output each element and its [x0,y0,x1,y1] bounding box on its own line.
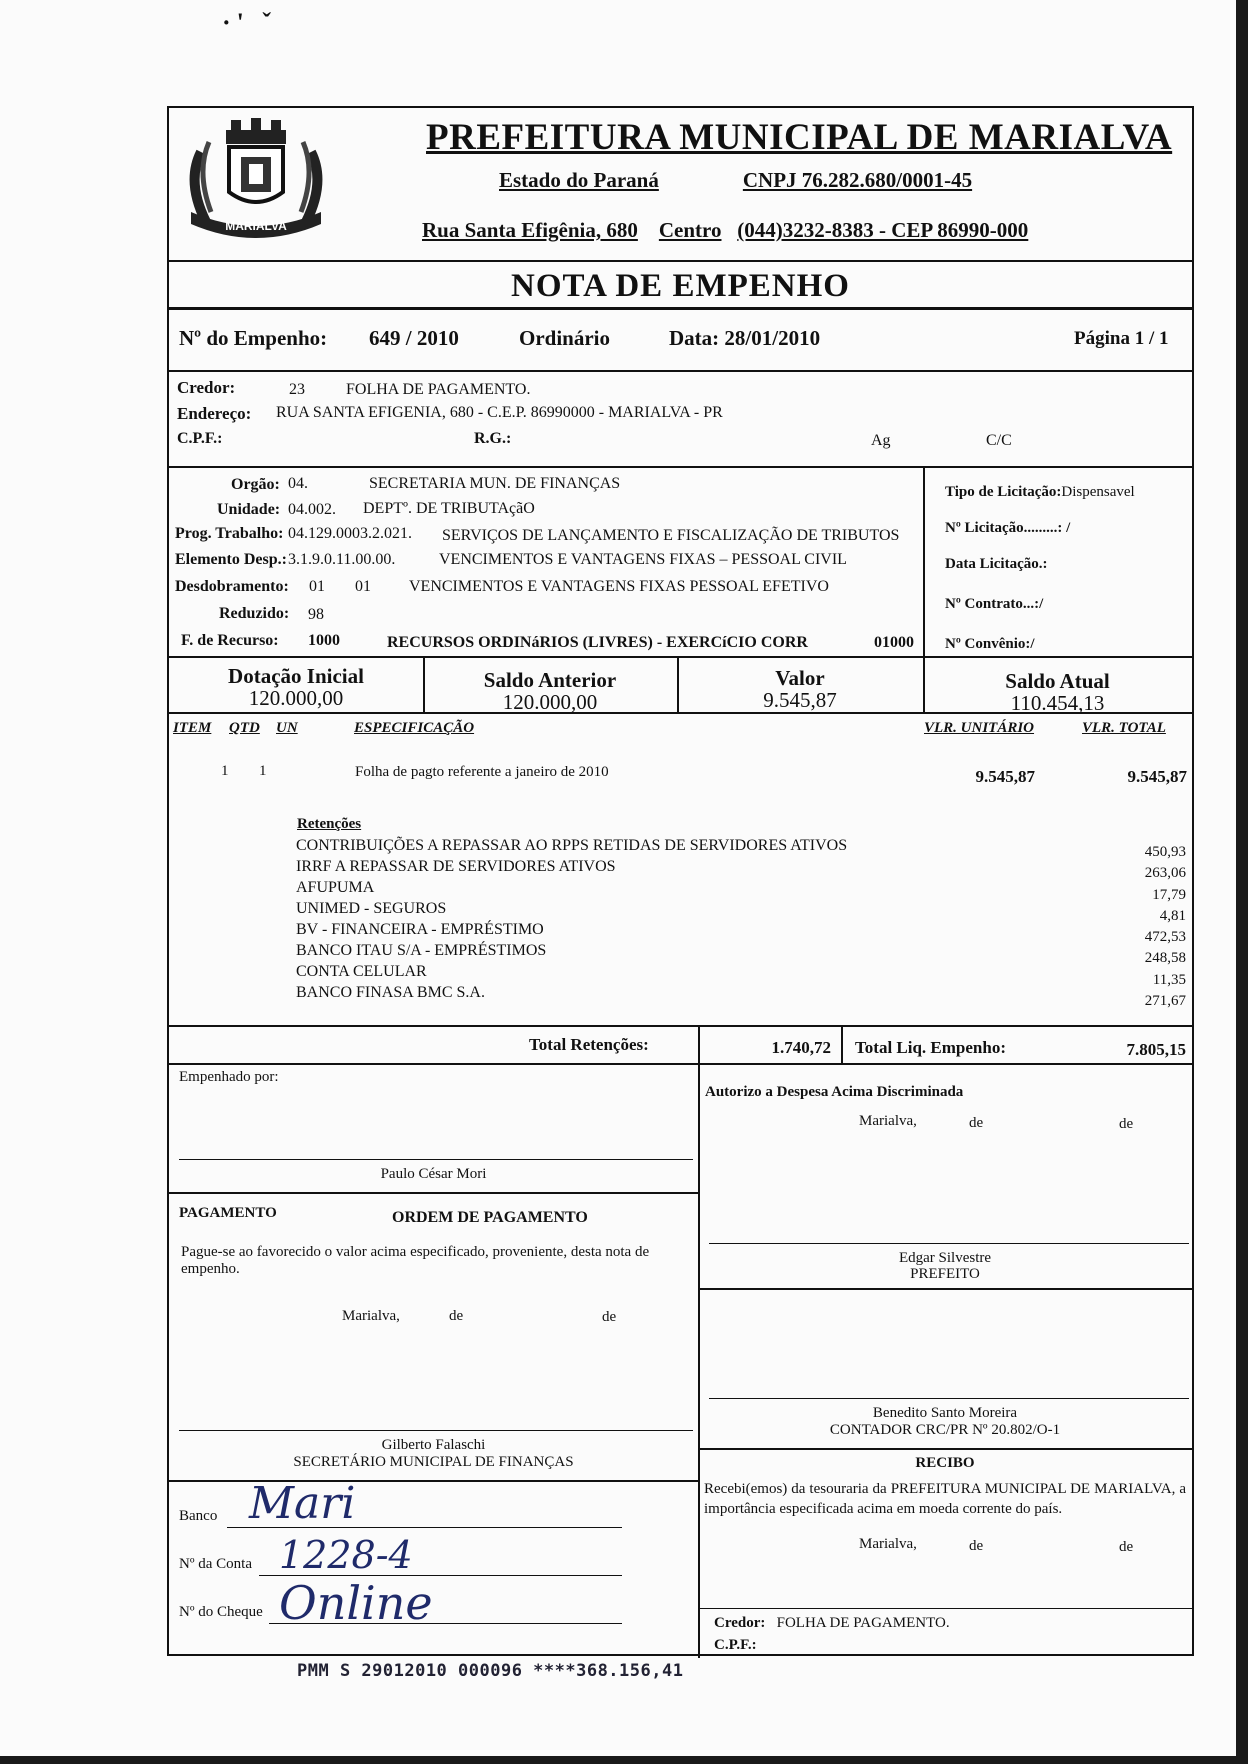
crest-banner-text: MARIALVA [225,219,287,233]
item-especificacao: Folha de pagto referente a janeiro de 2010 [355,764,609,780]
cc-label: C/C [986,432,1012,449]
empenho-type: Ordinário [519,326,611,350]
recibo-label: RECIBO [915,1455,975,1471]
divider [698,1063,700,1658]
desdobramento-label: Desdobramento: [175,578,289,595]
credor-label: Credor: [177,378,236,397]
street-label: Rua Santa Efigênia, 680 [422,218,638,242]
retencao-desc: CONTRIBUIÇÕES A REPASSAR AO RPPS RETIDAS DE SERVIDORES ATIVOS [296,837,848,854]
scan-edge [1236,0,1248,1764]
ordem-de-2: de [602,1309,617,1325]
dotacao-value: 120.000,00 [248,686,344,710]
signature-line [179,1430,693,1431]
reduzido-label: Reduzido: [219,605,290,622]
retencao-value: 4,81 [1159,907,1186,924]
document-title: NOTA DE EMPENHO [511,268,850,304]
state-label: Estado do Paraná [499,168,659,192]
recurso-code-2: 01000 [874,634,914,651]
cnpj-label: CNPJ 76.282.680/0001-45 [742,168,973,192]
conta-label: Nº da Conta [179,1556,252,1572]
item-vlr-unitario: 9.545,87 [975,767,1035,786]
col-vlr-unitario: VLR. UNITÁRIO [924,720,1035,736]
recurso-name: RECURSOS ORDINáRIOS (LIVRES) - EXERCíCIO CORR [387,634,808,651]
divider [841,1025,843,1063]
recibo-place: Marialva, [859,1536,917,1552]
col-item: ITEM [173,720,212,736]
orgao-code: 04. [288,475,308,492]
prefeito-signature [698,1250,1192,1282]
ordem-place: Marialva, [342,1308,400,1324]
retencao-value: 271,67 [1144,993,1186,1010]
secretario-signature [169,1437,698,1471]
total-liquido-value: 7.805,15 [1126,1040,1186,1059]
total-retencoes-value: 1.740,72 [771,1038,831,1057]
retencao-desc: IRRF A REPASSAR DE SERVIDORES ATIVOS [296,858,616,875]
retencao-desc: CONTA CELULAR [296,963,427,980]
retencao-value: 263,06 [1144,865,1186,882]
saldo-atual-label: Saldo Atual [1005,669,1110,693]
total-retencoes-label: Total Retenções: [529,1035,649,1054]
divider [169,1025,1192,1027]
retencoes-values [1069,842,1186,1012]
elemento-name: VENCIMENTOS E VANTAGENS FIXAS – PESSOAL CIVIL [439,551,847,568]
divider [698,1288,1192,1290]
unidade-label: Unidade: [217,501,281,518]
cheque-handwritten: Online [279,1576,433,1630]
divider [169,260,1192,262]
retencao-value: 450,93 [1144,844,1186,860]
tipo-licitacao-label: Tipo de Licitação: [945,484,1062,500]
credor-name: FOLHA DE PAGAMENTO. [346,381,531,398]
elemento-label: Elemento Desp.: [175,551,287,568]
signature-line [698,1608,1192,1609]
total-liquido-label: Total Liq. Empenho: [855,1038,1006,1057]
retencao-value: 248,58 [1144,950,1186,967]
saldo-atual-value: 110.454,13 [1010,691,1105,715]
retencao-desc: UNIMED - SEGUROS [296,900,447,917]
district-label: Centro [658,218,722,242]
item-vlr-total: 9.545,87 [1127,767,1187,786]
signature-line [179,1159,693,1160]
convenio-number: Nº Convênio:/ [945,636,1035,652]
retencao-value: 472,53 [1144,929,1186,946]
elemento-code: 3.1.9.0.11.00.00. [288,551,396,568]
saldo-anterior-label: Saldo Anterior [483,668,617,692]
cheque-label: Nº do Cheque [179,1604,263,1620]
empenhado-name: Paulo César Mori [380,1166,487,1182]
divider [169,712,1192,714]
signature-line [709,1398,1189,1399]
empenhado-label: Empenhado por: [179,1069,279,1085]
retencao-desc: BV - FINANCEIRA - EMPRÉSTIMO [296,921,544,938]
desdobramento-name: VENCIMENTOS E VANTAGENS FIXAS PESSOAL EFETIVO [409,578,829,595]
col-especificacao: ESPECIFICAÇÃO [354,720,475,736]
empenho-number-label: Nº do Empenho: [179,326,328,350]
secretario-name: Gilberto Falaschi [381,1437,486,1453]
pagamento-label: PAGAMENTO [179,1205,277,1221]
item-number: 1 [221,763,229,779]
dotacao-label: Dotação Inicial [228,664,364,688]
divider [169,1063,1192,1065]
page-number: Página 1 / 1 [1074,328,1169,349]
contador-role: CONTADOR CRC/PR Nº 20.802/O-1 [829,1422,1061,1438]
cpf-label: C.P.F.: [177,430,223,447]
recibo-credor [714,1615,950,1632]
phone-cep-label: (044)3232-8383 - CEP 86990-000 [737,218,1029,242]
recurso-label: F. de Recurso: [181,632,279,649]
autorizo-text: Autorizo a Despesa Acima Discriminada [705,1084,964,1100]
address-label: Endereço: [177,404,252,423]
divider [169,307,1192,310]
conta-handwritten: 1228-4 [279,1533,413,1577]
orgao-name: SECRETARIA MUN. DE FINANÇAS [369,475,621,492]
retencao-desc: BANCO FINASA BMC S.A. [296,984,485,1001]
empenho-number: 649 / 2010 [369,326,459,350]
divider [169,370,1192,372]
crest-emblem [181,112,331,242]
licitacao-number: Nº Licitação.........: / [945,520,1071,536]
ordem-de-1: de [449,1308,464,1324]
autorizo-de-1: de [969,1115,984,1131]
retencao-value: 17,79 [1152,886,1186,903]
prog-name: SERVIÇOS DE LANÇAMENTO E FISCALIZAÇÃO DE TRIBUTOS [442,527,900,544]
desdobramento-code-1: 01 [309,578,325,595]
autorizo-de-2: de [1119,1116,1134,1132]
unidade-code: 04.002. [288,501,336,518]
recibo-credor-label: Credor: [714,1615,766,1631]
saldo-anterior-value: 120.000,00 [502,690,598,714]
contrato-number: Nº Contrato...:/ [945,596,1044,612]
tipo-licitacao-value: Dispensavel [1061,484,1135,500]
orgao-label: Orgão: [231,476,280,493]
scan-edge-bottom [0,1756,1248,1764]
nota-de-empenho-form [167,106,1194,1656]
retencao-value: 11,35 [1152,971,1186,988]
prog-code: 04.129.0003.2.021. [288,525,412,542]
col-vlr-total: VLR. TOTAL [1082,720,1166,736]
reduzido-value: 98 [308,606,324,623]
retencoes-title: Retenções [297,816,362,832]
unidade-name: DEPTº. DE TRIBUTAçãO [363,500,535,517]
signature-line [709,1243,1189,1244]
contador-name: Benedito Santo Moreira [872,1405,1018,1421]
divider [923,466,925,656]
address-line [422,218,1028,243]
divider [698,1025,700,1063]
divider [698,1448,1192,1450]
contador-signature [698,1405,1192,1439]
prefeito-role: PREFEITO [910,1266,980,1282]
banco-handwritten: Mari [249,1478,356,1529]
recibo-de-2: de [1119,1539,1134,1555]
retencao-desc: BANCO ITAU S/A - EMPRÉSTIMOS [296,942,547,959]
ordem-text: Pague-se ao favorecido o valor acima especificado, proveniente, desta nota de empenho. [181,1244,650,1277]
rg-label: R.G.: [474,430,512,447]
autorizo-place: Marialva, [859,1113,917,1129]
footer-stamp: PMM S 29012010 000096 ****368.156,41 [297,1661,684,1681]
ag-label: Ag [871,432,891,449]
recurso-code: 1000 [308,632,340,649]
recibo-credor-value: FOLHA DE PAGAMENTO. [776,1615,950,1631]
valor-label: Valor [775,666,825,690]
desdobramento-code-2: 01 [355,578,371,595]
secretario-role: SECRETÁRIO MUNICIPAL DE FINANÇAS [293,1454,574,1470]
recibo-de-1: de [969,1538,984,1554]
recibo-text: Recebi(emos) da tesouraria da PREFEITURA MUNICIPAL DE MARIALVA, a importância especificada acima em moeda corrente do país. [704,1481,1186,1517]
recibo-cpf-label: C.P.F.: [714,1637,757,1653]
ordem-pagamento-label: ORDEM DE PAGAMENTO [392,1209,588,1226]
col-qtd: QTD [229,720,260,736]
licitacao-date: Data Licitação.: [945,556,1048,572]
credor-code: 23 [289,381,305,398]
empenho-date: Data: 28/01/2010 [669,326,821,350]
retencoes-list [296,835,847,1003]
credor-address: RUA SANTA EFIGENIA, 680 - C.E.P. 86990000 - MARIALVA - PR [276,404,723,421]
divider [169,656,1192,658]
municipality-title: PREFEITURA MUNICIPAL DE MARIALVA [426,117,1173,158]
state-cnpj-line [499,168,972,193]
prog-label: Prog. Trabalho: [175,525,284,542]
tipo-licitacao [945,484,1135,501]
prefeito-name: Edgar Silvestre [898,1250,992,1266]
divider [169,466,1192,468]
item-qtd: 1 [259,763,267,779]
divider [169,1192,698,1194]
scan-marks: ·' ˇ [222,8,278,37]
valor-value: 9.545,87 [763,688,837,712]
col-un: UN [276,720,298,736]
retencao-desc: AFUPUMA [296,879,375,896]
banco-label: Banco [179,1508,218,1524]
